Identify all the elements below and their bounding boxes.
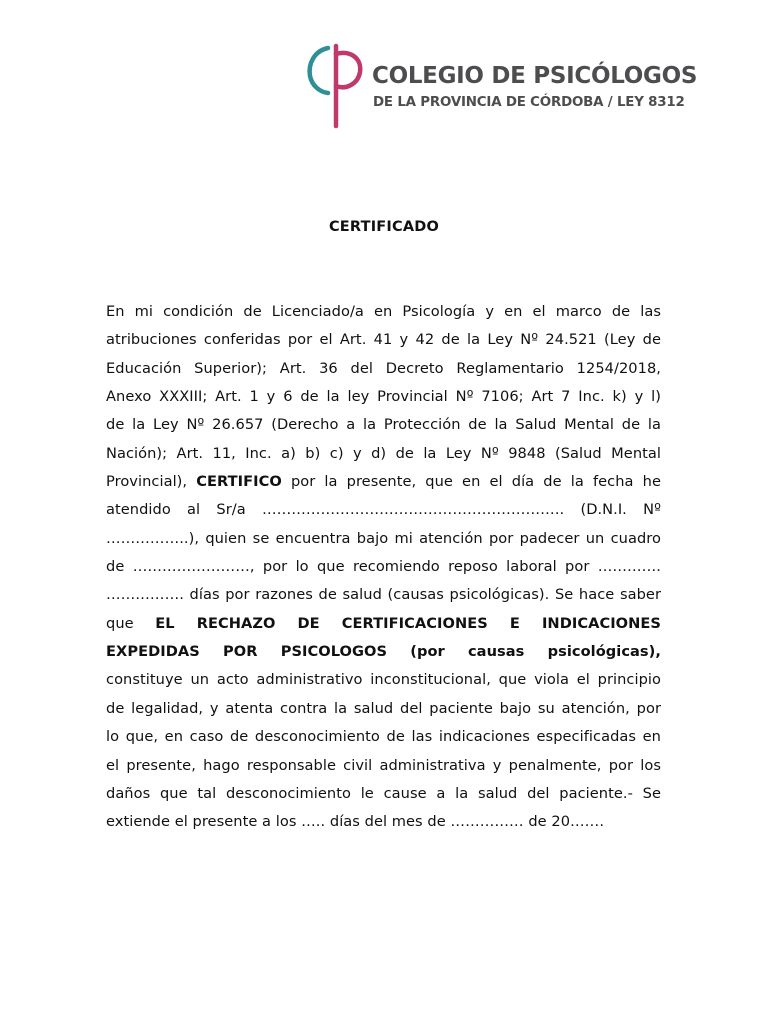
org-name: COLEGIO DE PSICÓLOGOS — [372, 63, 698, 89]
header-logo — [306, 42, 698, 132]
body-line — [106, 440, 661, 468]
body-text-segment: Provincial), — [106, 473, 197, 491]
body-text-segment: ……………..), quien se encuentra bajo mi atención por padecer un cuadro — [106, 529, 661, 547]
document-title: CERTIFICADO — [328, 219, 440, 235]
body-text-segment: Educación Superior); Art. 36 del Decreto Reglamentario 1254/2018, — [106, 359, 661, 377]
body-text-segment: de la Ley Nº 26.657 (Derecho a la Protección de la Salud Mental de la — [106, 416, 661, 434]
bold-text: CERTIFICO — [196, 473, 282, 491]
body-line — [106, 411, 661, 439]
body-line — [106, 638, 661, 666]
body-line — [106, 581, 661, 609]
body-line — [106, 355, 661, 383]
body-text-segment: extiende el presente a los ….. días del mes de …………… de 20……. — [106, 813, 605, 831]
body-line — [106, 468, 661, 496]
body-text-segment: ……………. días por razones de salud (causas psicológicas). Se hace saber — [106, 586, 661, 604]
cp-monogram-logo-icon — [306, 42, 368, 132]
body-line — [106, 780, 661, 808]
body-text-segment: atendido al Sr/a …………………………………………………….. (D.N.I. Nº — [106, 501, 661, 519]
body-text-segment: lo que, en caso de desconocimiento de las indicaciones especificadas en — [106, 728, 661, 746]
body-text-segment: el presente, hago responsable civil administrativa y penalmente, por los — [106, 756, 661, 774]
body-line — [106, 496, 661, 524]
body-text-segment: En mi condición de Licenciado/a en Psicología y en el marco de las — [106, 303, 661, 320]
body-text-segment: que — [106, 614, 156, 632]
body-line — [106, 808, 661, 836]
body-line — [106, 666, 661, 694]
body-line — [106, 752, 661, 780]
body-text-segment: Nación); Art. 11, Inc. a) b) c) y d) de la Ley Nº 9848 (Salud Mental — [106, 444, 661, 462]
body-line — [106, 695, 661, 723]
org-subtitle: DE LA PROVINCIA DE CÓRDOBA / LEY 8312 — [373, 95, 685, 110]
body-line — [106, 553, 661, 581]
body-line — [106, 383, 661, 411]
body-text-segment: Anexo XXXIII; Art. 1 y 6 de la ley Provincial Nº 7106; Art 7 Inc. k) y l) — [106, 388, 661, 406]
body-text-segment: por la presente, que en el día de la fecha he — [281, 473, 661, 491]
body-text-segment: atribuciones conferidas por el Art. 41 y 42 de la Ley Nº 24.521 (Ley de — [106, 331, 661, 349]
body-line — [106, 723, 661, 751]
body-line — [106, 326, 661, 354]
body-text-segment: daños que tal desconocimiento le cause a la salud del paciente.- Se — [106, 784, 661, 802]
body-line — [106, 610, 661, 638]
body-text-segment: constituye un acto administrativo inconstitucional, que viola el principio — [106, 671, 661, 689]
certificate-body — [106, 298, 661, 837]
bold-text: EXPEDIDAS POR PSICOLOGOS (por causas psicológicas), — [106, 643, 661, 661]
body-line — [106, 298, 661, 326]
bold-text: EL RECHAZO DE CERTIFICACIONES E INDICACIONES — [155, 614, 661, 632]
body-text-segment: de ……………………, por lo que recomiendo reposo laboral por …………. — [106, 558, 661, 576]
body-text-segment: de legalidad, y atenta contra la salud del paciente bajo su atención, por — [106, 699, 661, 717]
body-line — [106, 525, 661, 553]
